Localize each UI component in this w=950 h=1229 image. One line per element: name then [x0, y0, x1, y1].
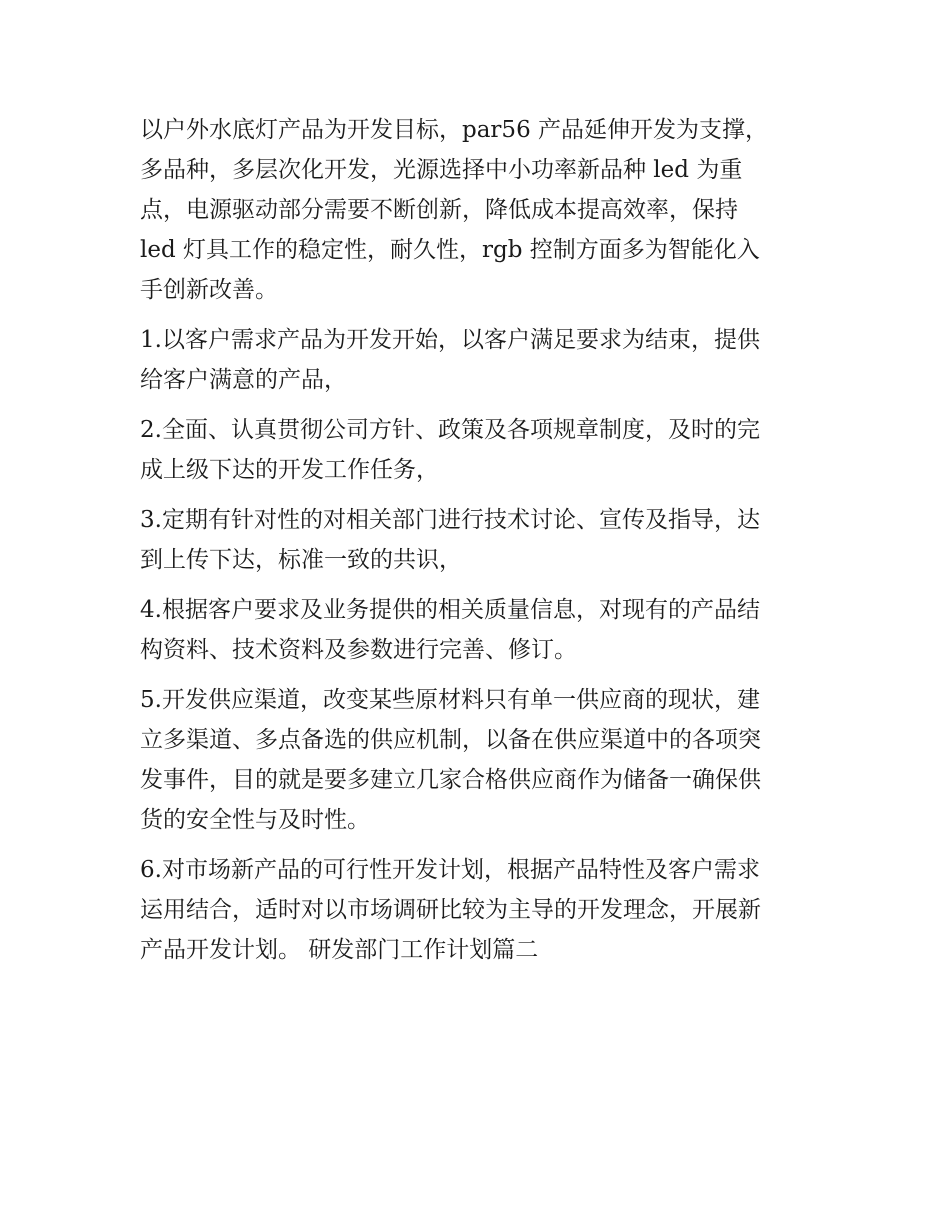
- paragraph-item-1: [140, 320, 830, 400]
- text-line: 立多渠道、多点备选的供应机制，以备在供应渠道中的各项突: [140, 727, 761, 753]
- text-line: 1.以客户需求产品为开发开始，以客户满足要求为结束，提供: [140, 327, 760, 353]
- text-line: 3.定期有针对性的对相关部门进行技术讨论、宣传及指导，达: [140, 507, 760, 533]
- text-line: 手创新改善。: [140, 277, 278, 303]
- paragraph-item-2: [140, 410, 830, 490]
- text-line: 运用结合，适时对以市场调研比较为主导的开发理念，开展新: [140, 897, 761, 923]
- paragraph-item-5: [140, 680, 830, 840]
- text-line: 货的安全性与及时性。: [140, 807, 370, 833]
- document-body: [140, 110, 830, 980]
- text-line: 构资料、技术资料及参数进行完善、修订。: [140, 637, 577, 663]
- text-line: 5.开发供应渠道，改变某些原材料只有单一供应商的现状，建: [140, 687, 760, 713]
- text-line: 4.根据客户要求及业务提供的相关质量信息，对现有的产品结: [140, 597, 760, 623]
- text-line: 给客户满意的产品，: [140, 367, 347, 393]
- paragraph-item-3: [140, 500, 830, 580]
- text-line: 2.全面、认真贯彻公司方针、政策及各项规章制度，及时的完: [140, 417, 760, 443]
- text-line: 成上级下达的开发工作任务，: [140, 457, 439, 483]
- paragraph-intro: [140, 110, 830, 310]
- text-line: led 灯具工作的稳定性，耐久性，rgb 控制方面多为智能化入: [140, 237, 760, 263]
- text-line: 6.对市场新产品的可行性开发计划，根据产品特性及客户需求: [140, 857, 760, 883]
- paragraph-item-4: [140, 590, 830, 670]
- text-line: 产品开发计划。 研发部门工作计划篇二: [140, 937, 539, 963]
- text-line: 点，电源驱动部分需要不断创新，降低成本提高效率，保持: [140, 197, 738, 223]
- text-line: 发事件，目的就是要多建立几家合格供应商作为储备一确保供: [140, 767, 761, 793]
- text-line: 多品种，多层次化开发，光源选择中小功率新品种 led 为重: [140, 157, 743, 183]
- paragraph-item-6: [140, 850, 830, 970]
- text-line: 以户外水底灯产品为开发目标，par56 产品延伸开发为支撑，: [140, 117, 769, 143]
- text-line: 到上传下达，标准一致的共识，: [140, 547, 462, 573]
